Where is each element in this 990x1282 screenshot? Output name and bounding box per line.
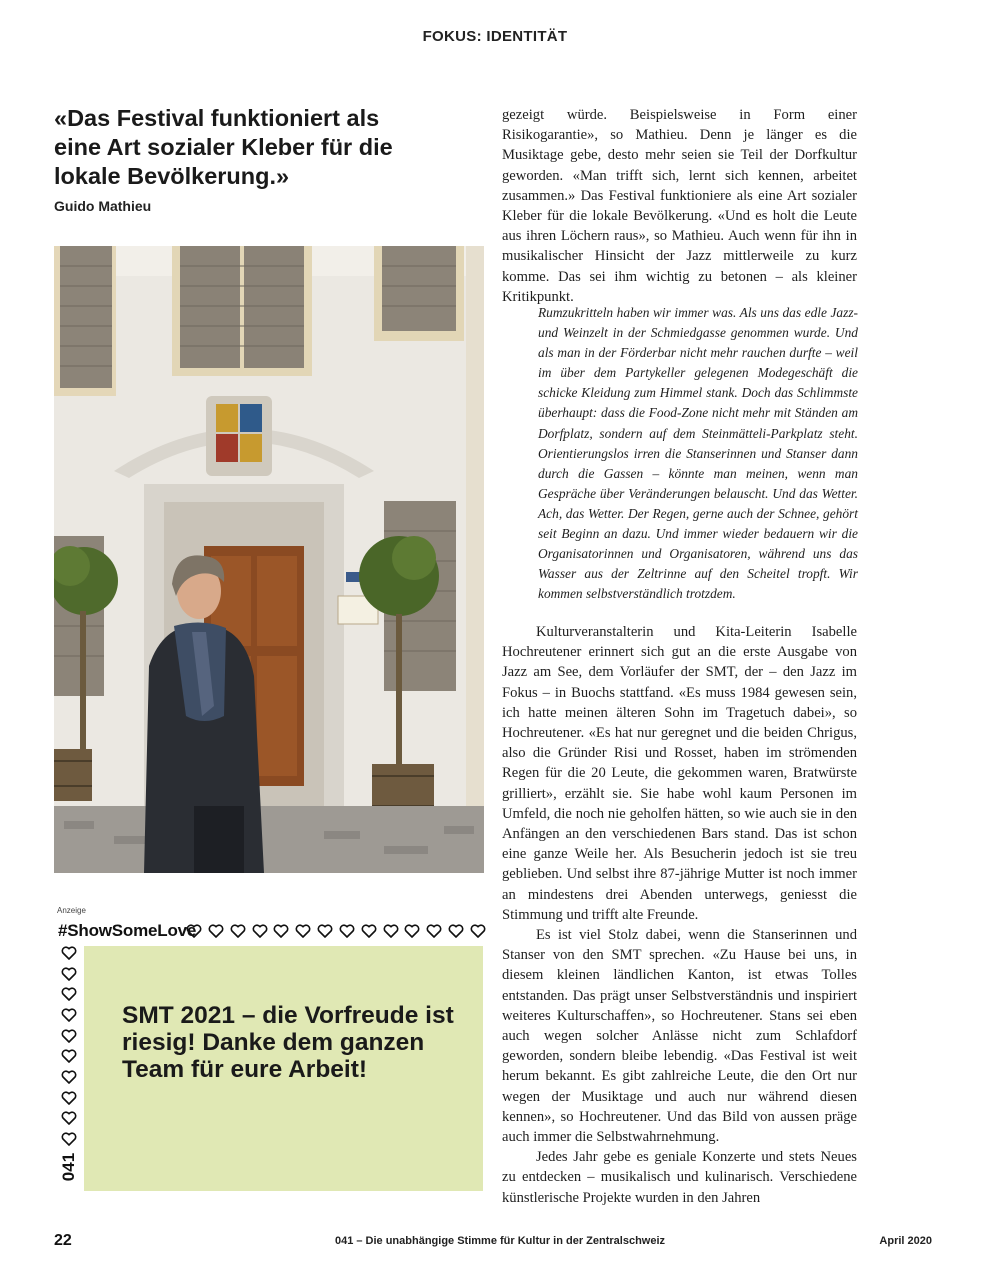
quote-author: Guido Mathieu <box>54 198 152 214</box>
heart-outline-icon <box>61 967 77 981</box>
heart-outline-icon <box>61 946 77 960</box>
heart-outline-icon <box>61 1091 77 1105</box>
ad-hearts-column <box>58 946 80 1146</box>
ad-brand-logo <box>58 1150 80 1184</box>
heart-outline-icon <box>61 1029 77 1043</box>
heart-outline-icon <box>186 924 202 938</box>
heart-outline-icon <box>361 924 377 938</box>
article-paragraph: gezeigt würde. Beispielsweise in Form einer Risikogarantie», so Mathieu. Denn je länger es die Musiktage gebe, desto mehr seien sie Teil der Dorfkultur geworden. «Man trifft sich, lernt sich kennen, arbeitet zusammen.» Das Festival funktioniere als eine Art sozialer Kleber für die lokale Bevölkerung. «Und es holt die Leute aus ihren Löchern raus», so Mathieu. Auch wenn für ihn in musikalischer Hinsicht der Jazz mittlerweile zu kurz komme. Das sei ihm wichtig zu betonen – als kleiner Kritikpunkt. <box>502 107 857 305</box>
ad-hearts-row <box>186 919 486 943</box>
heart-outline-icon <box>252 924 268 938</box>
heart-outline-icon <box>426 924 442 938</box>
page-number: 22 <box>54 1232 72 1249</box>
article-paragraph: Es ist viel Stolz dabei, wenn die Stanserinnen und Stanser von den SMT sprechen. «Zu Hause bei uns, in diesem kleinen ländlichen Kanton, ist etwas Tolles entstanden. Das prägt unser Selbstverständnis und inspiriert weiteres Kulturschaffen», so Hochreutener. Stans sei eben auch wegen solcher Anlässe nicht zum Schlafdorf geworden, sondern bleibe lebendig. «Das Festival ist weit herum bekannt. Es gibt zahlreiche Leute, die den Ort nur wegen der Musiktage und auch nur während diesen kennen», so Hochreutener. Und das Bild von aussen präge auch immer die Selbstwahrnehmung. <box>502 927 857 1146</box>
heart-outline-icon <box>61 1008 77 1022</box>
ad-brand-text: 041 <box>59 1152 78 1182</box>
heart-outline-icon <box>470 924 486 938</box>
heart-outline-icon <box>230 924 246 938</box>
article-paragraph: Kulturveranstalterin und Kita-Leiterin Isabelle Hochreutener erinnert sich gut an die erste Ausgabe von Jazz am See, dem Vorläufer der SMT, der – den Jazz im Fokus – in Buochs stattfand. «Es muss 1984 gewesen sein, ich hatte meinen älteren Sohn im Tragetuch dabei», so Hochreutener. «Es hat nur geregnet und die beiden Chrigus, also die Gründer Risi und Rosset, haben im strömenden Regen für die 20 Leute, die gekommen waren, Bratwürste grilliert», erzählt sie. Sie habe wohl kaum Personen im Umfeld, die noch nie geholfen hätten, so wie auch sie in den Anfängen an den verschiedenen Bars stand. Das ist schon eine ganze Weile her. Als Besucherin jedoch ist sie treu geblieben. Und selbst ihre 87-jährige Mutter ist noch immer an mindestens drei Abenden unterwegs, geniesst die Stimmung und trifft alte Freunde. <box>502 624 857 923</box>
footer-publication: 041 – Die unabhängige Stimme für Kultur in der Zentralschweiz <box>334 1235 666 1247</box>
heart-outline-icon <box>61 987 77 1001</box>
heart-outline-icon <box>404 924 420 938</box>
aside-paragraph: Rumzukritteln haben wir immer was. Als uns das edle Jazz- und Weinzelt in der Schmiedgasse genommen wurde. Und als man in der Förderbar nicht mehr rauchen durfte – weil im über dem Partykeller gelegenen Modegeschäft die schicke Kleidung zum Himmel stank. Doch das Schlimmste überhaupt: dass die Food-Zone nicht mehr mit Ständen am Dorfplatz, sondern auf dem Steinmätteli-Parkplatz steht. Orientierungslos irren die Stanserinnen und Stanser dann durch die Gassen – könnte man meinen, wenn man Gespräche über Veränderungen belauscht. Und das Wetter. Ach, das Wetter. Der Regen, gerne auch der Schnee, gehört seit Beginn an dazu. Und immer wieder bedauern wir die Organisatorinnen und Organisatoren, während uns das Wasser aus der Zeltrinne auf den Scheitel tropft. Wir kommen selbstverständlich trotzdem. <box>538 305 858 602</box>
heart-outline-icon <box>295 924 311 938</box>
article-column-bottom <box>502 622 857 1208</box>
ad-hashtag: #ShowSomeLove <box>58 921 197 940</box>
heart-outline-icon <box>448 924 464 938</box>
article-photo <box>54 246 484 873</box>
section-label: FOKUS: IDENTITÄT <box>422 28 568 45</box>
pull-quote: «Das Festival funktioniert als eine Art sozialer Kleber für die lokale Bevölkerung.» <box>54 105 393 189</box>
heart-outline-icon <box>273 924 289 938</box>
heart-outline-icon <box>383 924 399 938</box>
heart-outline-icon <box>61 1049 77 1063</box>
heart-outline-icon <box>317 924 333 938</box>
article-paragraph: Jedes Jahr gebe es geniale Konzerte und stets Neues zu entdecken – musikalisch und kulinarisch. Verschiedene künstlerische Projekte wurden in den Jahren <box>502 1149 857 1206</box>
heart-outline-icon <box>61 1111 77 1125</box>
heart-outline-icon <box>339 924 355 938</box>
article-column-top <box>502 105 857 307</box>
ad-label: Anzeige <box>57 906 86 915</box>
heart-outline-icon <box>61 1132 77 1146</box>
article-aside <box>538 303 858 604</box>
footer-date: April 2020 <box>879 1235 932 1247</box>
ad-headline: SMT 2021 – die Vorfreude ist riesig! Danke dem ganzen Team für eure Arbeit! <box>122 1002 454 1083</box>
heart-outline-icon <box>208 924 224 938</box>
heart-outline-icon <box>61 1070 77 1084</box>
